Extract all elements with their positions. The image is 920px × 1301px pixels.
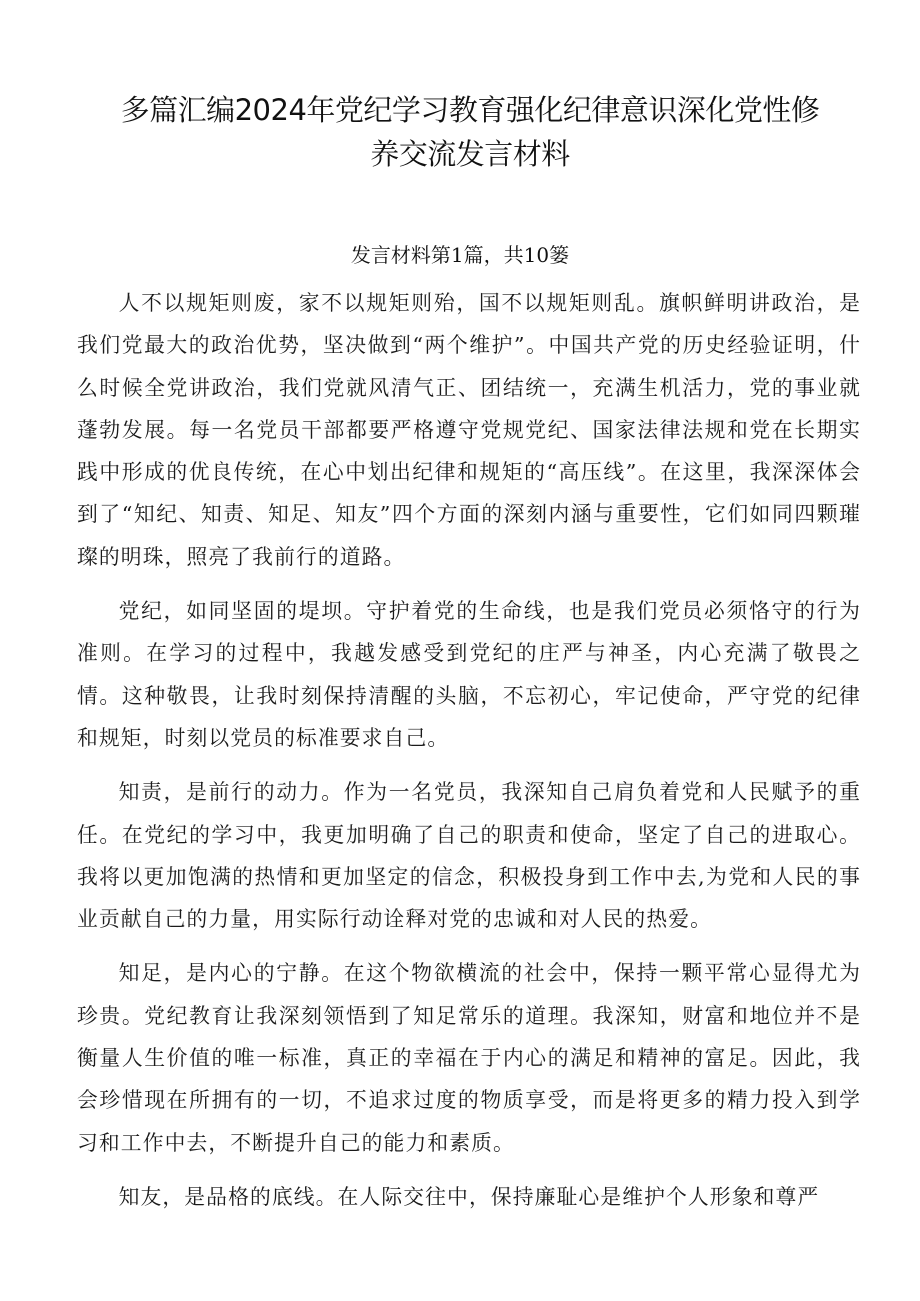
- paragraph: 知友，是品格的底线。在人际交往中，保持廉耻心是维护个人形象和尊严: [118, 1184, 820, 1209]
- document-subtitle: 发言材料第1篇，共10篓: [350, 243, 570, 267]
- paragraph: 人不以规矩则废，家不以规矩则殆，国不以规矩则乱。旗帜鲜明讲政治，是我们党最大的政治优势，坚决做到“两个维护”。中国共产党的历史经验证明，什么时候全党讲政治，我们党就风清气正、团结统一，充满生机活力，党的事业就蓬勃发展。每一名党员干部都要严格遵守党规党纪、国家法律法规和党在长期实践中形成的优良传统，在心中划出纪律和规矩的“高压线”。在这里，我深深体会到了“知纪、知责、知足、知友”四个方面的深刻内涵与重要性，它们如同四颗璀璨的明珠，照亮了我前行的道路。: [77, 291, 861, 569]
- paragraph: 党纪，如同坚固的堤坝。守护着党的生命线，也是我们党员必须恪守的行为准则。在学习的过程中，我越发感受到党纪的庄严与神圣，内心充满了敬畏之情。这种敬畏，让我时刻保持清醒的头脑，不忘初心，牢记使命，严守党的纪律和规矩，时刻以党员的标准要求自己。: [77, 599, 861, 750]
- document-body: [77, 282, 861, 1230]
- document-title: 多篇汇编2024年党纪学习教育强化纪律意识深化党性修养交流发言材料: [120, 93, 820, 171]
- paragraph: 知足，是内心的宁静。在这个物欲横流的社会中，保持一颗平常心显得尤为珍贵。党纪教育让我深刻领悟到了知足常乐的道理。我深知，财富和地位并不是衡量人生价值的唯一标准，真正的幸福在于内心的满足和精神的富足。因此，我会珍惜现在所拥有的一切，不追求过度的物质享受，而是将更多的精力投入到学习和工作中去，不断提升自己的能力和素质。: [77, 961, 861, 1155]
- paragraph: 知责，是前行的动力。作为一名党员，我深知自己肩负着党和人民赋予的重任。在党纪的学习中，我更加明确了自己的职责和使命，坚定了自己的进取心。我将以更加饱满的热情和更加坚定的信念，积极投身到工作中去,为党和人民的事业贡献自己的力量，用实际行动诠释对党的忠诚和对人民的热爱。: [77, 780, 861, 932]
